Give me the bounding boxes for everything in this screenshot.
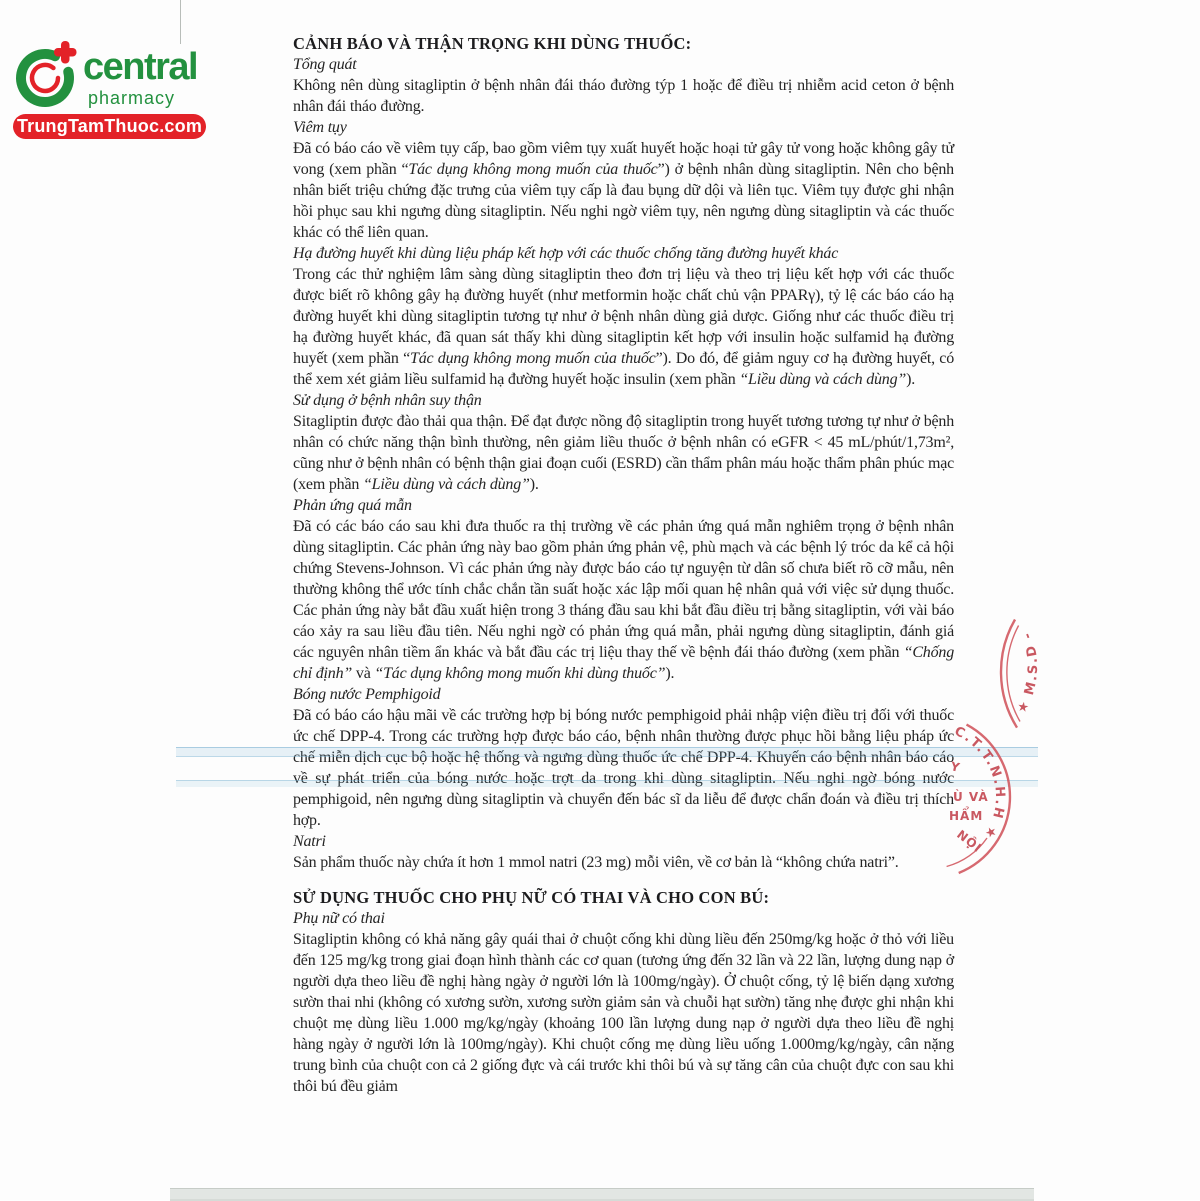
subheading-general: Tổng quát [293,56,357,73]
red-stamp-upper [1001,620,1041,728]
stamp-lower-text: C.T.T.N.H.H ★ [951,723,1008,843]
stamp-outer-arc [959,725,1010,873]
paragraph-general: Không nên dùng sitagliptin ở bệnh nhân đái tháo đường týp 1 hoặc để điều trị nhiễm acid ceton ở bệnh nhân đái tháo đường. [293,77,954,115]
central-pharmacy-logo-icon [13,38,81,110]
stamp-fragment: NỘI [954,827,985,856]
paragraph-hypoglycemia: Trong các thử nghiệm lâm sàng dùng sitagliptin theo đơn trị liệu và theo trị liệu kết hợp với các thuốc được biết rõ không gây hạ đường huyết (như metformin hoặc chất chủ vận PPARγ), tỷ lệ các báo cáo hạ đường huyết khi dùng sitagliptin tương tự như ở bệnh nhân dùng giả dược. Giống như các thuốc điều trị hạ đường huyết khác, đã quan sát thấy khi dùng sitagliptin kết hợp với insulin hoặc sulfamid hạ đường huyết (xem phần “Tác dụng không mong muốn của thuốc”). Do đó, để giảm nguy cơ hạ đường huyết, có thể xem xét giảm liều sulfamid hạ đường huyết hoặc insulin (xem phần “Liều dùng và cách dùng”). [293,266,954,388]
paragraph-renal-impairment: Sitagliptin được đào thải qua thận. Để đạt được nồng độ sitagliptin trong huyết tương tương tự như ở bệnh nhân có chức năng thận bình thường, nên giảm liều thuốc ở bệnh nhân có eGFR < 45 mL/phút/1,73m², cũng như ở bệnh nhân có bệnh thận giai đoạn cuối (ESRD) cần thẩm phân máu hoặc thẩm phân phúc mạc (xem phần “Liều dùng và cách dùng”). [293,413,954,493]
subheading-pancreatitis: Viêm tụy [293,119,347,136]
logo-plus-icon [61,41,70,64]
logo-inner-c-icon [32,65,58,91]
subheading-hypersensitivity: Phản ứng quá mẫn [293,497,412,514]
stamp-upper-text: ★ M.S.D - [1014,628,1042,716]
subheading-renal-impairment: Sử dụng ở bệnh nhân suy thận [293,392,482,409]
paragraph-hypersensitivity: Đã có các báo cáo sau khi đưa thuốc ra thị trường về các phản ứng quá mẫn nghiêm trọng ở bệnh nhân dùng sitagliptin. Các phản ứng này bao gồm phản ứng phản vệ, phù mạch và các bệnh lý tróc da kể cả hội chứng Stevens-Johnson. Vì các phản ứng này được báo cáo tự nguyện từ dân số chưa biết rõ cỡ mẫu, nên thường không thể ước tính chắc chắn tần suất hoặc xác lập mối quan hệ nhân quả với việc sử dụng thuốc. Các phản ứng này bắt đầu xuất hiện trong 3 tháng đầu sau khi bắt đầu điều trị bằng sitagliptin, với vài báo cáo xảy ra sau liều đầu tiên. Nếu nghi ngờ có phản ứng quá mẫn, phải ngưng dùng sitagliptin, đánh giá các nguyên nhân tiềm ẩn khác và bắt đầu các trị liệu thay thế về bệnh đái tháo đường (xem phần “Chống chỉ định” và “Tác dụng không mong muốn khi dùng thuốc”). [293,518,954,682]
stamp-inner-arc [1007,626,1020,722]
stamp-fragment: HẨM [949,809,984,823]
paragraph-pancreatitis: Đã có báo cáo về viêm tụy cấp, bao gồm viêm tụy xuất huyết hoặc hoại tử gây tử vong hoặc không gây tử vong (xem phần “Tác dụng không mong muốn của thuốc”) ở bệnh nhân dùng sitagliptin. Nên cho bệnh nhân biết triệu chứng đặc trưng của viêm tụy cấp là đau bụng dữ dội và liên tục. Viêm tụy được ghi nhận hồi phục sau khi ngưng dùng sitagliptin. Nếu nghi ngờ viêm tụy, nên ngưng dùng sitagliptin và các thuốc khác có thể liên quan. [293,140,954,241]
leaflet-text-column [293,33,954,1097]
stamp-fragment: Y [949,759,962,775]
section-heading-warnings: CẢNH BÁO VÀ THẬN TRỌNG KHI DÙNG THUỐC: [293,34,692,53]
logo-brand-text: central [83,46,198,88]
subheading-pemphigoid: Bóng nước Pemphigoid [293,686,441,703]
logo-subtitle-text: pharmacy [88,88,176,108]
warnings-section [293,33,954,873]
subheading-pregnant-women: Phụ nữ có thai [293,910,385,927]
central-pharmacy-logo [13,36,218,142]
stamp-fragment: Ù VÀ [953,790,989,804]
section-heading-pregnancy: SỬ DỤNG THUỐC CHO PHỤ NỮ CÓ THAI VÀ CHO CON BÚ: [293,888,770,907]
scan-bottom-edge [170,1188,1034,1201]
subheading-hypoglycemia: Hạ đường huyết khi dùng liệu pháp kết hợp với các thuốc chống tăng đường huyết khác [293,245,839,262]
pregnancy-section [293,887,954,1097]
logo-website-pill: TrungTamThuoc.com [13,114,206,139]
subheading-sodium: Natri [293,833,326,850]
paragraph-sodium: Sản phẩm thuốc này chứa ít hơn 1 mmol natri (23 mg) mỗi viên, về cơ bản là “không chứa natri”. [293,854,899,871]
paragraph-pemphigoid: Đã có báo cáo hậu mãi về các trường hợp bị bóng nước pemphigoid phải nhập viện điều trị đối với thuốc ức chế DPP-4. Trong các trường hợp được báo cáo, bệnh nhân thường được phục hồi bằng liệu pháp ức chế miễn dịch cục bộ hoặc hệ thống và ngưng dùng thuốc ức chế DPP-4. Khuyến cáo bệnh nhân báo cáo về sự phát triển của bóng nước hoặc trợt da trong khi dùng sitagliptin. Nếu nghi ngờ bóng nước pemphigoid, nên ngưng dùng sitagliptin và chuyển đến bác sĩ da liễu để được chẩn đoán và điều trị thích hợp. [293,707,954,829]
paragraph-pregnant-women: Sitagliptin không có khả năng gây quái thai ở chuột cống khi dùng liều đến 250mg/kg hoặc ở thỏ với liều đến 125 mg/kg trong giai đoạn hình thành các cơ quan (tương ứng đến 32 lần và 22 lần, lượng dung nạp ở người dựa theo liều đề nghị hàng ngày ở người lớn là 100mg/ngày). Ở chuột cống, tỷ lệ biến dạng xương sườn thai nhi (không có xương sườn, xương sườn giảm sản và chuỗi hạt sườn) tăng nhẹ được ghi nhận khi chuột mẹ dùng liều 1.000 mg/kg/ngày (khoảng 100 lần lượng dung nạp ở người dựa theo liều đề nghị hàng ngày ở người lớn là 100mg/ngày). Khi chuột cống mẹ dùng liều uống 1.000mg/kg/ngày, cân nặng trung bình của chuột con cả 2 giống đực và cái trước khi thôi bú và sự tăng cân của chuột đực con sau khi thôi bú đều giảm [293,931,954,1095]
red-stamp-lower [947,724,1010,873]
stamp-outer-arc [1001,620,1017,728]
